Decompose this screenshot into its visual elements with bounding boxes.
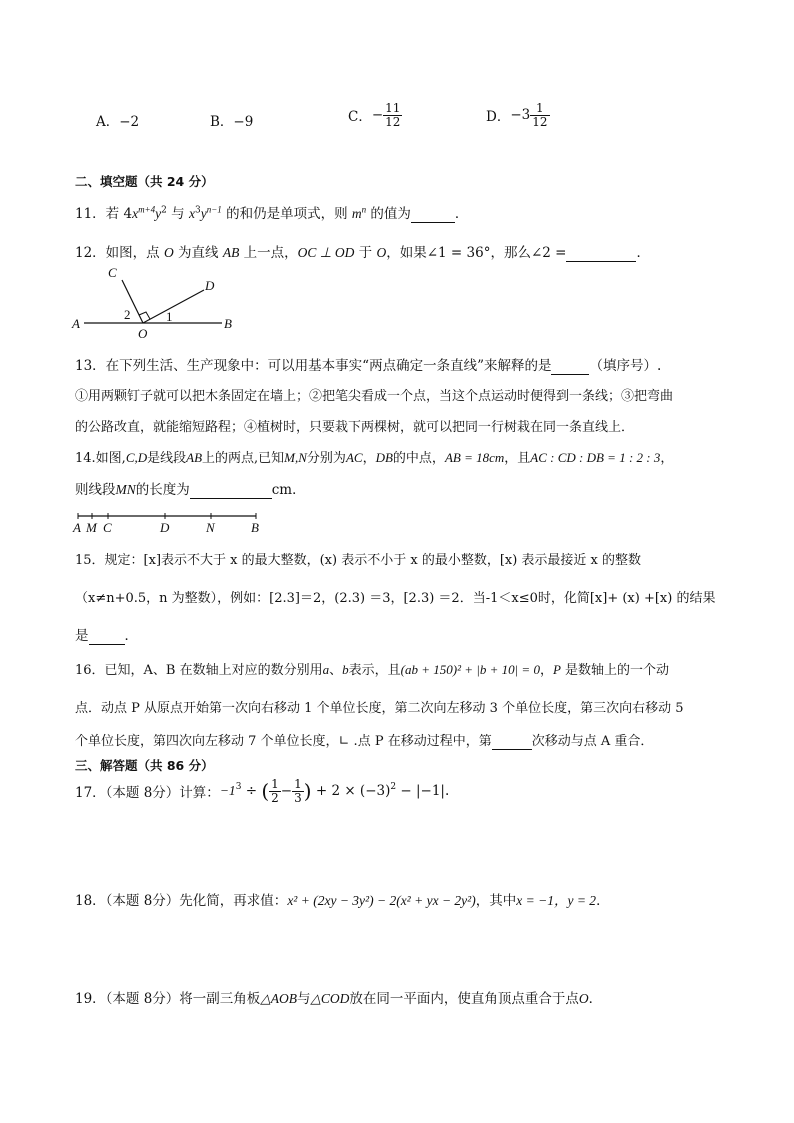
q11-var-x: x [132,206,139,221]
q14-text-1: 14.如图, [75,451,126,466]
question-14-line-2 [75,478,306,499]
q17-exp-1: 3 [235,782,242,793]
q14-text-4: 分别为 [306,451,346,466]
label-a: A [73,520,81,535]
label-o: O [138,326,148,340]
option-d-numerator: 1 [530,102,549,116]
option-d-denominator: 12 [532,114,548,129]
question-16-line-2: 点．动点 P 从原点开始第一次向右移动 1 个单位长度，第二次向左移动 3 个单位长度，第三次向右移动 5 [75,701,684,716]
q16-separator: 、 [329,663,343,678]
q14-text-7: ，且 [504,451,531,466]
label-b: B [251,520,259,535]
q17-fraction-1 [269,778,281,804]
q17-f1-den: 2 [271,790,279,805]
q17-right-paren: ) [303,779,312,804]
q17-end: . [445,783,450,800]
label-angle-2: 2 [124,307,131,322]
label-c: C [103,520,112,535]
q11-prefix: 11．若 4 [75,206,133,222]
q14-answer-blank[interactable] [190,482,272,499]
option-d [486,102,550,128]
q17-left-paren: ( [261,779,270,804]
section-2-title: 二、填空题（共 24 分） [75,174,214,189]
q14-text-10: 的长度为 [135,482,190,498]
q14-segment-figure [70,508,270,538]
q12-text-4: 于 [354,245,377,261]
q13-answer-blank[interactable] [551,358,589,375]
label-angle-1: 1 [166,309,173,324]
q14-points-mn: M,N [284,450,307,465]
ray-od [143,290,204,323]
option-c-fraction [383,102,402,128]
q14-end: ． [292,482,306,498]
q15-end: ． [124,628,138,644]
q17-term-2: + 2 × (−3) [311,783,391,800]
question-15-line-1: 15．规定：[x]表示不大于 x 的最大整数，(x) 表示不小于 x 的最小整数，[x) 表示最接近 x 的整数 [75,553,642,568]
question-15-line-3 [75,624,138,645]
q14-length: AB = 18cm [444,450,505,465]
question-18 [75,889,610,909]
q17-f2-den: 3 [294,790,302,805]
label-a: A [72,316,80,331]
q18-values: x = −1，y = 2 [516,893,597,908]
q16-text-5: 个单位长度，第四次向左移动 7 个单位长度，∟ .点 P 在移动过程中，第 [75,734,492,749]
q11-var-x2: x [188,206,195,221]
q16-text-2: 表示，且 [348,663,401,678]
q11-var-y: y [155,206,162,221]
label-m: M [86,520,97,535]
q12-line-ab: AB [222,245,240,260]
question-17 [75,778,449,804]
option-a-value: −2 [119,114,140,130]
option-b-label: B． [210,114,234,130]
q14-ratio: AC : CD : DB = 1 : 2 : 3 [530,450,661,465]
option-a-label: A． [96,114,120,130]
q16-equation: (ab + 150)² + |b + 10| = 0 [400,662,540,677]
q17-term-1: −1 [219,783,236,799]
q12-angle-figure [66,262,246,340]
question-11 [75,202,468,223]
q18-expression: x² + (2xy − 3y²) − 2(x² + yx − 2y²) [287,893,476,908]
q12-answer-blank[interactable] [566,245,636,262]
q19-point-o: O [578,991,589,1006]
q11-mid: 与 [166,206,189,222]
q17-exp-2: 2 [390,782,397,793]
question-16-line-1 [75,659,669,678]
q17-divide: ÷ [241,783,262,800]
question-15-line-2: （x≠n+0.5，n 为整数），例如：[2.3]＝2，(2.3) ＝3，[2.3) ＝2．当-1＜x≤0时，化简[x]+ (x) +[x) 的结果 [75,591,716,606]
q17-fraction-2 [292,778,304,804]
q16-var-b: b [342,662,349,677]
q14-segment-mn: MN [115,482,136,497]
q17-f1-num: 1 [271,777,279,791]
label-n: N [206,520,215,535]
q19-text-2: 与 [296,991,311,1007]
q17-prefix: 17．（本题 8分）计算： [75,785,220,802]
q12-condition: OC ⊥ OD [297,245,355,260]
option-c-numerator: 11 [385,101,401,115]
q16-text-1: 16．已知，A、B 在数轴上对应的数分别用 [75,663,323,678]
q14-segment-ac: AC [345,450,363,465]
question-14-line-1 [75,447,673,466]
label-d: D [160,520,170,535]
label-d: D [205,278,215,293]
q11-exp-1: m+4 [138,204,156,215]
q16-answer-blank[interactable] [492,734,532,750]
q14-text-6: 的中点， [392,451,445,466]
option-d-whole: −3 [510,107,531,124]
q11-exp-3: 3 [194,205,201,216]
q14-segment-db: DB [375,450,393,465]
option-c-denominator: 12 [385,114,401,129]
q14-unit: cm [271,482,293,498]
label-c: C [108,265,117,280]
q19-triangle-aob: △AOB [260,991,297,1006]
q16-text-6: 次移动与点 A 重合． [531,734,654,749]
q12-point-o: O [163,245,174,260]
q11-suffix-2: 的值为 [366,206,411,222]
q17-minus: − [280,783,293,800]
q19-text-1: 19．（本题 8分）将一副三角板 [75,991,261,1007]
q14-text-9: 则线段 [75,482,116,498]
q11-exp-2: 2 [161,205,167,216]
q13-stem-end: （填序号）. [589,358,662,374]
q15-text: 是 [75,628,89,644]
q12-end: ． [636,245,650,261]
q14-text-3: 上的两点,已知 [202,451,285,466]
option-d-fraction [530,102,549,128]
q13-stem: 13．在下列生活、生产现象中：可以用基本事实“两点确定一条直线”来解释的是 [75,358,552,374]
q13-options-line-2: 的公路改直，就能缩短路程；④植树时，只要栽下两棵树，就可以把同一行树栽在同一条直线上． [75,420,635,435]
q17-f2-num: 1 [294,777,302,791]
q17-term-3: − |−1| [396,783,445,800]
q16-point-p: P [552,662,561,677]
option-d-label: D． [486,109,511,126]
section-3-title: 三、解答题（共 86 分） [75,758,214,773]
q18-prefix: 18．（本题 8分）先化简，再求值： [75,893,288,909]
q11-answer-blank[interactable] [411,206,455,223]
label-b: B [224,316,232,331]
question-13 [75,354,661,375]
q11-end: ． [454,206,469,222]
q19-triangle-cod: △COD [310,991,350,1006]
q11-suffix-1: 的和仍是单项式，则 [221,206,352,222]
q14-points-cd: C,D [125,450,148,465]
q12-text-3: 上一点， [239,245,298,261]
q14-text-8: ， [660,451,674,466]
q19-end: ． [588,991,603,1007]
q14-text-2: 是线段 [147,451,187,466]
q19-text-3: 放在同一平面内，使直角顶点重合于点 [349,991,579,1007]
option-b [210,110,253,130]
q11-exp-4: n−1 [206,204,222,215]
question-19 [75,987,602,1007]
option-c-label: C． [348,109,372,126]
q14-text-5: ， [362,451,376,466]
q16-text-3: ， [539,663,553,678]
option-a [96,110,139,130]
q14-segment-ab: AB [186,450,203,465]
q11-exp-5: n [361,204,367,215]
q13-options-line-1: ①用两颗钉子就可以把木条固定在墙上；②把笔尖看成一个点，当这个点运动时便得到一条线；③把弯曲 [75,389,674,404]
q12-text-1: 12．如图，点 [75,245,164,261]
q16-var-a: a [322,662,330,677]
q15-answer-blank[interactable] [89,628,125,645]
q12-text-2: 为直线 [173,245,223,261]
question-12 [75,241,650,262]
option-b-value: −9 [233,114,254,130]
option-c [348,102,402,128]
question-16-line-3 [75,730,653,750]
option-c-sign: − [371,107,384,124]
q12-text-5: ，如果∠1 = 36°，那么∠2 = [386,245,567,261]
q18-end: ． [596,893,610,909]
q11-var-m: m [351,206,362,221]
q18-mid: ，其中 [475,893,517,909]
q12-point-o2: O [376,245,387,260]
q11-var-y2: y [200,206,207,221]
q16-text-4: 是数轴上的一个动 [560,663,670,678]
